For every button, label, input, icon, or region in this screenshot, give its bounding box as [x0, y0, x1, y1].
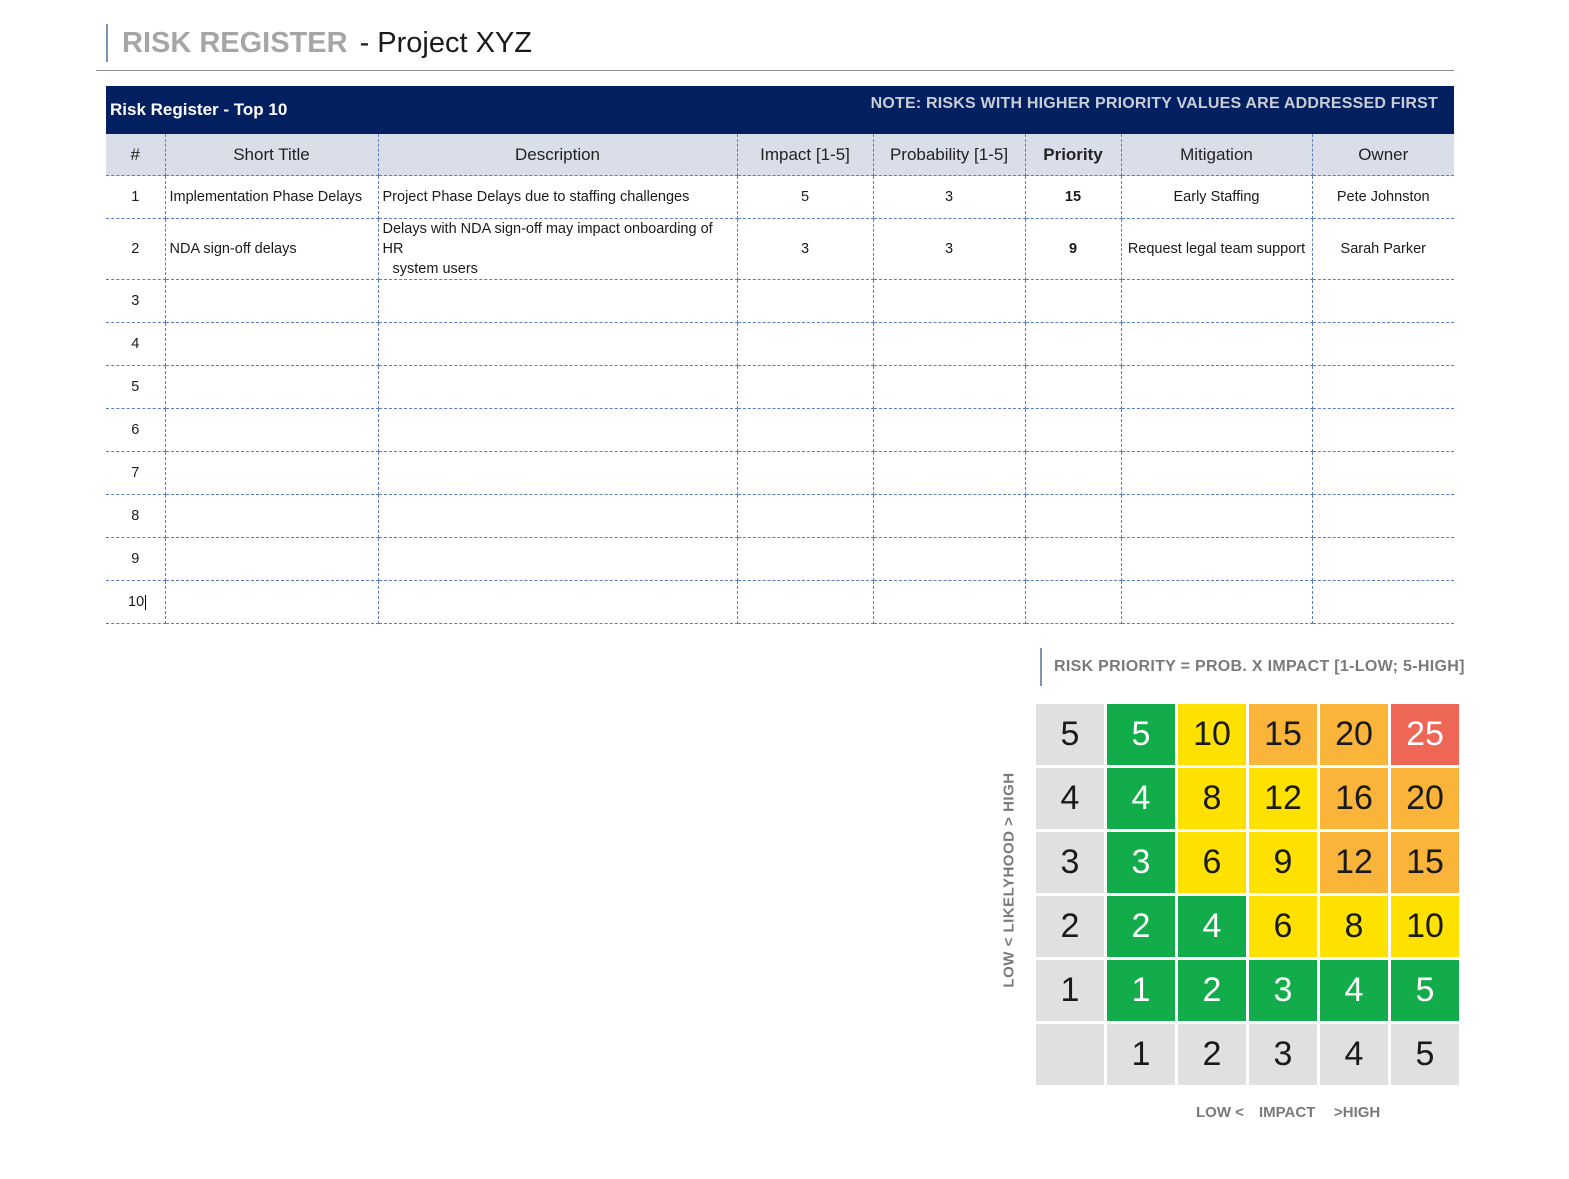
matrix-cell: 2	[1107, 896, 1175, 957]
cell-mitigation[interactable]	[1121, 452, 1312, 495]
cell-impact[interactable]	[737, 495, 873, 538]
matrix-cell: 10	[1178, 704, 1246, 765]
cell-description[interactable]	[378, 452, 737, 495]
table-row	[106, 409, 1454, 452]
cell-priority[interactable]	[1025, 409, 1121, 452]
cell-number[interactable]	[106, 538, 165, 581]
cell-priority[interactable]	[1025, 176, 1121, 219]
cell-owner[interactable]	[1312, 538, 1454, 581]
impact-label: 2	[1178, 1024, 1246, 1085]
cell-probability[interactable]	[873, 538, 1025, 581]
cell-mitigation[interactable]	[1121, 538, 1312, 581]
cell-number-text: 7	[131, 465, 140, 481]
matrix-cell: 12	[1249, 768, 1317, 829]
cell-impact[interactable]	[737, 280, 873, 323]
cell-priority[interactable]	[1025, 366, 1121, 409]
cell-number-text: 2	[131, 241, 140, 257]
impact-label: 5	[1391, 1024, 1459, 1085]
cell-probability[interactable]	[873, 495, 1025, 538]
matrix-cell: 6	[1249, 896, 1317, 957]
cell-short-title[interactable]	[165, 495, 378, 538]
likelihood-label: 4	[1036, 768, 1104, 829]
table-row	[106, 280, 1454, 323]
cell-priority[interactable]	[1025, 452, 1121, 495]
register-banner	[106, 86, 1454, 134]
cell-probability[interactable]	[873, 323, 1025, 366]
cell-owner-text: Sarah Parker	[1340, 241, 1426, 257]
column-header-priority[interactable]: Priority	[1025, 134, 1121, 176]
cell-owner[interactable]	[1312, 581, 1454, 624]
impact-axis-labels	[1196, 1104, 1396, 1124]
risk-register	[106, 86, 1454, 624]
table-row	[106, 366, 1454, 409]
impact-axis-low: LOW <	[1196, 1104, 1244, 1121]
cell-mitigation-text: Early Staffing	[1173, 189, 1260, 205]
cell-number-text: 5	[131, 379, 140, 395]
cell-impact[interactable]	[737, 323, 873, 366]
matrix-cell: 1	[1107, 960, 1175, 1021]
cell-description[interactable]	[378, 366, 737, 409]
matrix-cell: 8	[1320, 896, 1388, 957]
cell-number[interactable]	[106, 495, 165, 538]
cell-number-text: 3	[131, 293, 140, 309]
cell-priority-text: 9	[1068, 241, 1078, 257]
cell-number[interactable]	[106, 323, 165, 366]
cell-description[interactable]	[378, 581, 737, 624]
cell-owner[interactable]	[1312, 176, 1454, 219]
column-header-description[interactable]: Description	[378, 134, 737, 176]
matrix-cell: 8	[1178, 768, 1246, 829]
impact-label: 3	[1249, 1024, 1317, 1085]
column-header-mitigation[interactable]: Mitigation	[1121, 134, 1312, 176]
matrix-cell: 6	[1178, 832, 1246, 893]
column-header-probability[interactable]: Probability [1-5]	[873, 134, 1025, 176]
column-header-owner[interactable]: Owner	[1312, 134, 1454, 176]
risk-table-body	[106, 176, 1454, 624]
cell-description[interactable]	[378, 219, 737, 280]
cell-impact[interactable]	[737, 452, 873, 495]
cell-probability[interactable]	[873, 409, 1025, 452]
impact-axis-label: IMPACT	[1259, 1104, 1316, 1121]
impact-label: 4	[1320, 1024, 1388, 1085]
impact-axis-high: >HIGH	[1334, 1104, 1381, 1121]
risk-priority-matrix	[1036, 704, 1461, 1094]
cell-short-title-text: Implementation Phase Delays	[169, 189, 363, 205]
matrix-cell: 25	[1391, 704, 1459, 765]
cell-short-title[interactable]	[165, 581, 378, 624]
table-row	[106, 219, 1454, 280]
cell-mitigation[interactable]	[1121, 366, 1312, 409]
cell-impact[interactable]	[737, 581, 873, 624]
cell-number-text: 10	[128, 594, 145, 610]
table-row	[106, 176, 1454, 219]
cell-mitigation[interactable]	[1121, 280, 1312, 323]
likelihood-label: 2	[1036, 896, 1104, 957]
cell-short-title-text: NDA sign-off delays	[169, 241, 297, 257]
page-title-main: RISK REGISTER	[122, 26, 348, 59]
description-line-2: system users	[392, 261, 478, 277]
likelihood-axis-label: LOW < LIKELYHOOD > HIGH	[1000, 772, 1018, 988]
matrix-cell: 3	[1107, 832, 1175, 893]
cell-priority[interactable]	[1025, 323, 1121, 366]
cell-number-text: 4	[131, 336, 140, 352]
risk-table	[106, 134, 1454, 624]
matrix-cell: 20	[1320, 704, 1388, 765]
cell-priority[interactable]	[1025, 495, 1121, 538]
matrix-title-block	[1040, 648, 1465, 686]
cell-priority[interactable]	[1025, 581, 1121, 624]
cell-impact-text: 5	[800, 189, 810, 205]
matrix-cell: 3	[1249, 960, 1317, 1021]
cell-description[interactable]	[378, 280, 737, 323]
text-cursor	[145, 595, 146, 610]
page-title-sub: - Project XYZ	[359, 26, 533, 59]
cell-owner[interactable]	[1312, 452, 1454, 495]
description-line-1: Delays with NDA sign-off may impact onboarding of HR	[382, 221, 713, 257]
cell-description[interactable]	[378, 495, 737, 538]
table-row	[106, 581, 1454, 624]
cell-probability[interactable]	[873, 280, 1025, 323]
cell-owner[interactable]	[1312, 366, 1454, 409]
cell-mitigation-text: Request legal team support	[1127, 241, 1306, 257]
cell-short-title[interactable]	[165, 323, 378, 366]
matrix-cell: 4	[1178, 896, 1246, 957]
table-row	[106, 495, 1454, 538]
cell-impact[interactable]	[737, 366, 873, 409]
column-header-impact[interactable]: Impact [1-5]	[737, 134, 873, 176]
cell-number[interactable]	[106, 452, 165, 495]
likelihood-label: 3	[1036, 832, 1104, 893]
table-row	[106, 538, 1454, 581]
cell-impact[interactable]	[737, 176, 873, 219]
column-header-short-title[interactable]: Short Title	[165, 134, 378, 176]
matrix-cell: 15	[1391, 832, 1459, 893]
cell-mitigation[interactable]	[1121, 581, 1312, 624]
cell-owner[interactable]	[1312, 409, 1454, 452]
cell-probability-text: 3	[944, 189, 954, 205]
table-row	[106, 323, 1454, 366]
matrix-cell: 20	[1391, 768, 1459, 829]
cell-mitigation[interactable]	[1121, 219, 1312, 280]
matrix-cell: 5	[1391, 960, 1459, 1021]
cell-short-title[interactable]	[165, 366, 378, 409]
cell-short-title[interactable]	[165, 219, 378, 280]
matrix-cell: 10	[1391, 896, 1459, 957]
matrix-cell: 4	[1320, 960, 1388, 1021]
matrix-cell: 9	[1249, 832, 1317, 893]
cell-probability[interactable]	[873, 581, 1025, 624]
cell-short-title[interactable]	[165, 452, 378, 495]
matrix-cell: 2	[1178, 960, 1246, 1021]
impact-label: 1	[1107, 1024, 1175, 1085]
matrix-title: RISK PRIORITY = PROB. X IMPACT [1-LOW; 5-HIGH]	[1054, 658, 1465, 675]
cell-priority[interactable]	[1025, 538, 1121, 581]
likelihood-label: 5	[1036, 704, 1104, 765]
matrix-cell: 4	[1107, 768, 1175, 829]
matrix-cell: 5	[1107, 704, 1175, 765]
cell-mitigation[interactable]	[1121, 176, 1312, 219]
matrix-cell: 15	[1249, 704, 1317, 765]
cell-impact[interactable]	[737, 219, 873, 280]
table-header-row	[106, 134, 1454, 176]
column-header-number[interactable]: #	[106, 134, 165, 176]
cell-impact[interactable]	[737, 538, 873, 581]
cell-number-text: 9	[131, 551, 140, 567]
cell-priority[interactable]	[1025, 219, 1121, 280]
page-title	[106, 24, 532, 62]
register-banner-title: Risk Register - Top 10	[110, 100, 288, 119]
cell-priority-text: 15	[1064, 189, 1082, 205]
cell-mitigation[interactable]	[1121, 409, 1312, 452]
cell-number[interactable]	[106, 219, 165, 280]
cell-number[interactable]	[106, 581, 165, 624]
cell-owner[interactable]	[1312, 495, 1454, 538]
cell-short-title[interactable]	[165, 538, 378, 581]
cell-description[interactable]	[378, 409, 737, 452]
table-row	[106, 452, 1454, 495]
cell-probability[interactable]	[873, 452, 1025, 495]
cell-number-text: 1	[131, 189, 140, 205]
likelihood-label: 1	[1036, 960, 1104, 1021]
cell-short-title[interactable]	[165, 280, 378, 323]
cell-number[interactable]	[106, 409, 165, 452]
cell-mitigation[interactable]	[1121, 495, 1312, 538]
cell-owner[interactable]	[1312, 219, 1454, 280]
cell-number[interactable]	[106, 280, 165, 323]
cell-number-text: 6	[131, 422, 140, 438]
matrix-cell: 16	[1320, 768, 1388, 829]
description-line-1: Project Phase Delays due to staffing challenges	[382, 189, 690, 205]
register-note: NOTE: RISKS WITH HIGHER PRIORITY VALUES ARE ADDRESSED FIRST	[870, 95, 1438, 112]
cell-owner[interactable]	[1312, 323, 1454, 366]
matrix-cell: 12	[1320, 832, 1388, 893]
cell-number-text: 8	[131, 508, 140, 524]
cell-probability-text: 3	[944, 241, 954, 257]
title-divider	[96, 70, 1454, 71]
cell-short-title[interactable]	[165, 176, 378, 219]
cell-owner[interactable]	[1312, 280, 1454, 323]
cell-priority[interactable]	[1025, 280, 1121, 323]
cell-description[interactable]	[378, 538, 737, 581]
cell-impact[interactable]	[737, 409, 873, 452]
matrix-corner	[1036, 1024, 1104, 1085]
cell-probability[interactable]	[873, 366, 1025, 409]
cell-probability[interactable]	[873, 176, 1025, 219]
cell-description[interactable]	[378, 176, 737, 219]
cell-impact-text: 3	[800, 241, 810, 257]
cell-number[interactable]	[106, 176, 165, 219]
cell-short-title[interactable]	[165, 409, 378, 452]
cell-number[interactable]	[106, 366, 165, 409]
cell-probability[interactable]	[873, 219, 1025, 280]
cell-mitigation[interactable]	[1121, 323, 1312, 366]
cell-owner-text: Pete Johnston	[1336, 189, 1430, 205]
cell-description[interactable]	[378, 323, 737, 366]
